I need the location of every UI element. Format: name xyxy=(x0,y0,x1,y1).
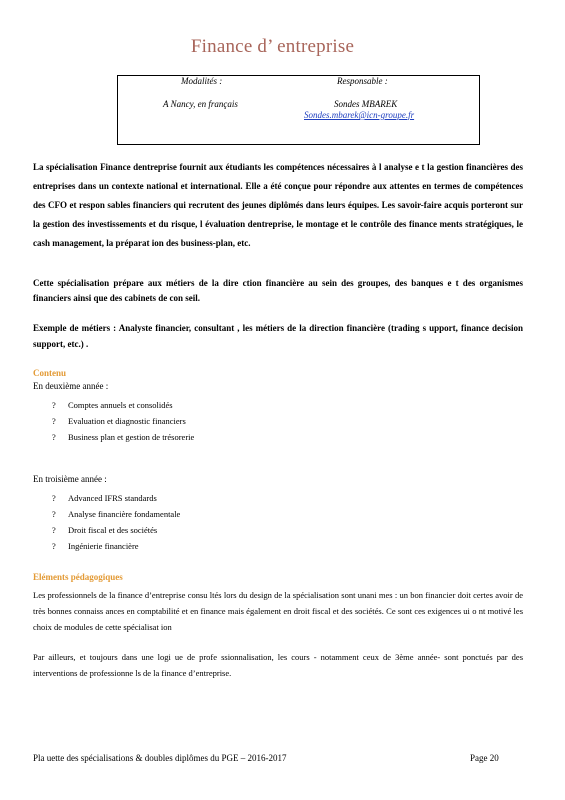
responsable-email-link[interactable]: Sondes.mbarek@icn-groupe.fr xyxy=(304,110,415,120)
contenu-heading: Contenu xyxy=(33,368,67,378)
bullet-icon: ? xyxy=(52,432,56,442)
bullet-icon: ? xyxy=(52,541,56,551)
list-item: ? Ingénierie financière xyxy=(52,538,180,554)
year2-course-list xyxy=(52,397,194,445)
pedagogie-paragraph-2: Par ailleurs, et toujours dans une logi ue de profe ssionnalisation, les cours - notamment ceux de 3ème année- sont ponctués par des interventions de professionne ls de la finance d’entreprise. xyxy=(33,652,523,678)
job-examples-paragraph: Exemple de métiers : Analyste financier, consultant , les métiers de la direction financière (trading s upport, finance decision support, etc.) . xyxy=(33,323,523,349)
footer-title: Pla uette des spécialisations & doubles diplômes du PGE – 2016-2017 xyxy=(33,753,287,763)
modalites-value: A Nancy, en français xyxy=(163,99,238,109)
year3-label: En troisième année : xyxy=(33,474,107,484)
list-item: ? Business plan et gestion de trésorerie xyxy=(52,429,194,445)
list-item: ? Droit fiscal et des sociétés xyxy=(52,522,180,538)
year3-course-list xyxy=(52,490,180,554)
list-item: ? Advanced IFRS standards xyxy=(52,490,180,506)
pedagogie-heading: Eléments pédagogiques xyxy=(33,572,123,582)
modalites-label: Modalités : xyxy=(181,76,223,86)
bullet-icon: ? xyxy=(52,493,56,503)
info-box xyxy=(117,75,480,145)
careers-paragraph: Cette spécialisation prépare aux métiers de la dire ction financière au sein des groupes, des banques e t des organismes financiers ainsi que des cabinets de con seil. xyxy=(33,278,523,303)
list-item: ? Evaluation et diagnostic financiers xyxy=(52,413,194,429)
pedagogie-paragraph-1: Les professionnels de la finance d’entreprise consu ltés lors du design de la spécialisation sont unani mes : un bon financier doit certes avoir de très bonnes connaiss ances en comptabilité et en finance mais également en droit fiscal et des sociétés. Ce sont ces exigences ui o nt motivé les choix de modules de cette spécialisat ion xyxy=(33,590,523,632)
intro-paragraph: La spécialisation Finance dentreprise fournit aux étudiants les compétences nécessaires à l analyse e t la gestion financières des entreprises dans un contexte national et international. Elle a été conçue pour répondre aux attentes en termes de compétences des CFO et respon sables financiers qui recrutent des jeunes diplômés dans leurs équipes. Les savoir-faire acquis porteront sur la gestion des investissements et du risque, l évaluation dentreprise, le montage et le contrôle des finance ments stratégiques, le cash management, la préparat ion des business-plan, etc. xyxy=(33,162,523,248)
bullet-icon: ? xyxy=(52,400,56,410)
responsable-label: Responsable : xyxy=(337,76,388,86)
bullet-icon: ? xyxy=(52,509,56,519)
page-title: Finance d’ entreprise xyxy=(190,36,355,57)
list-item: ? Analyse financière fondamentale xyxy=(52,506,180,522)
list-item: ? Comptes annuels et consolidés xyxy=(52,397,194,413)
page-number: Page 20 xyxy=(470,753,499,763)
bullet-icon: ? xyxy=(52,525,56,535)
year2-label: En deuxième année : xyxy=(33,381,109,391)
responsable-name: Sondes MBAREK xyxy=(334,99,398,109)
bullet-icon: ? xyxy=(52,416,56,426)
